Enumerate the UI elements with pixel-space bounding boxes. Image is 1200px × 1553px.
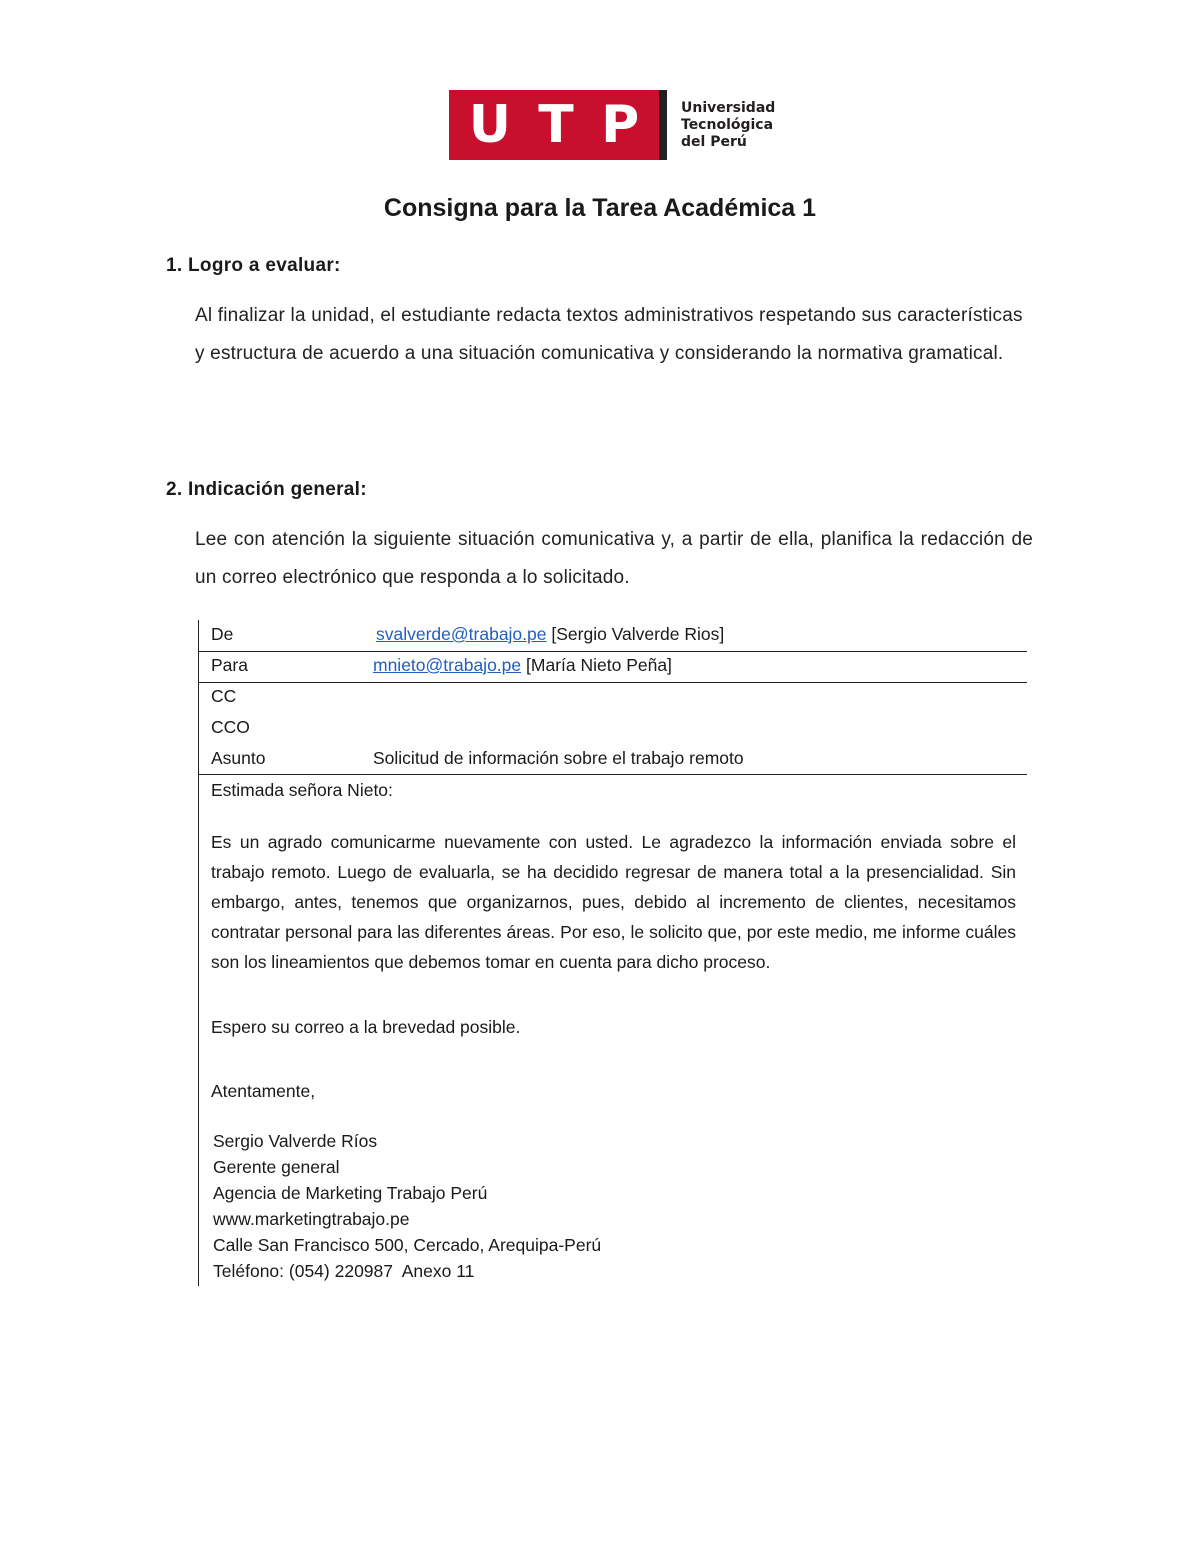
email-cco-row [199, 713, 1027, 744]
signature-name: Sergio Valverde Ríos [213, 1131, 378, 1151]
signature-company: Agencia de Marketing Trabajo Perú [213, 1183, 488, 1203]
email-from-label: De [211, 624, 234, 644]
email-subject-value: Solicitud de información sobre el trabajo remoto [373, 748, 744, 768]
email-from-name: [Sergio Valverde Rios] [551, 624, 725, 644]
email-cco-label: CCO [211, 717, 250, 737]
logo-name-line-3: del Perú [681, 133, 747, 150]
email-to-address-link[interactable]: mnieto@trabajo.pe [373, 655, 522, 675]
email-from-address-link[interactable]: svalverde@trabajo.pe [376, 624, 547, 644]
email-subject-row [199, 744, 1027, 775]
email-signature [213, 1128, 601, 1284]
email-from-row [199, 620, 1027, 651]
logo-name-line-2: Tecnológica [681, 116, 774, 133]
email-sign-off: Atentamente, [211, 1081, 316, 1101]
email-sample [198, 620, 1027, 1286]
signature-role: Gerente general [213, 1157, 340, 1177]
page-title: Consigna para la Tarea Académica 1 [383, 194, 817, 222]
logo-divider [659, 90, 667, 160]
logo-letter-t: T [538, 95, 574, 155]
logo-name-line-1: Universidad [681, 99, 776, 116]
signature-phone: Teléfono: (054) 220987 Anexo 11 [213, 1261, 475, 1281]
section-heading-indicacion: 2. Indicación general: [166, 479, 367, 500]
section-text-logro: Al finalizar la unidad, el estudiante redacta textos administrativos respetando sus características y estructura de acuerdo a una situación comunicativa y considerando la normativa gramatical. [195, 305, 1023, 364]
email-to-value [373, 655, 672, 676]
utp-logo [449, 90, 775, 160]
email-subject-label: Asunto [211, 748, 266, 768]
email-to-row [199, 651, 1027, 682]
logo-mark [449, 90, 659, 160]
signature-website: www.marketingtrabajo.pe [213, 1209, 410, 1229]
email-from-value [376, 624, 724, 645]
section-text-indicacion: Lee con atención la siguiente situación comunicativa y, a partir de ella, planifica la redacción de un correo electrónico que responda a lo solicitado. [195, 529, 1033, 588]
email-closing-request: Espero su correo a la brevedad posible. [211, 1017, 521, 1037]
logo-letter-u: U [468, 95, 511, 155]
email-divider [199, 774, 1027, 775]
signature-address: Calle San Francisco 500, Cercado, Arequipa-Perú [213, 1235, 602, 1255]
email-to-label: Para [211, 655, 248, 675]
email-cc-label: CC [211, 686, 237, 706]
email-body-paragraph: Es un agrado comunicarme nuevamente con usted. Le agradezco la información enviada sobre el trabajo remoto. Luego de evaluarla, se ha decidido regresar de manera total a la presencialidad. Sin embargo, antes, tenemos que organizarnos, pues, debido al incremento de clientes, necesitamos contratar personal para las diferentes áreas. Por eso, le solicito que, por este medio, me informe cuáles son los lineamientos que debemos tomar en cuenta para dicho proceso. [211, 832, 1016, 972]
section-heading-logro: 1. Logro a evaluar: [166, 255, 341, 276]
email-cc-row [199, 682, 1027, 713]
logo-letter-p: P [601, 95, 640, 155]
logo-university-name [681, 100, 775, 151]
email-to-name: [María Nieto Peña] [526, 655, 672, 675]
email-greeting: Estimada señora Nieto: [211, 780, 393, 800]
